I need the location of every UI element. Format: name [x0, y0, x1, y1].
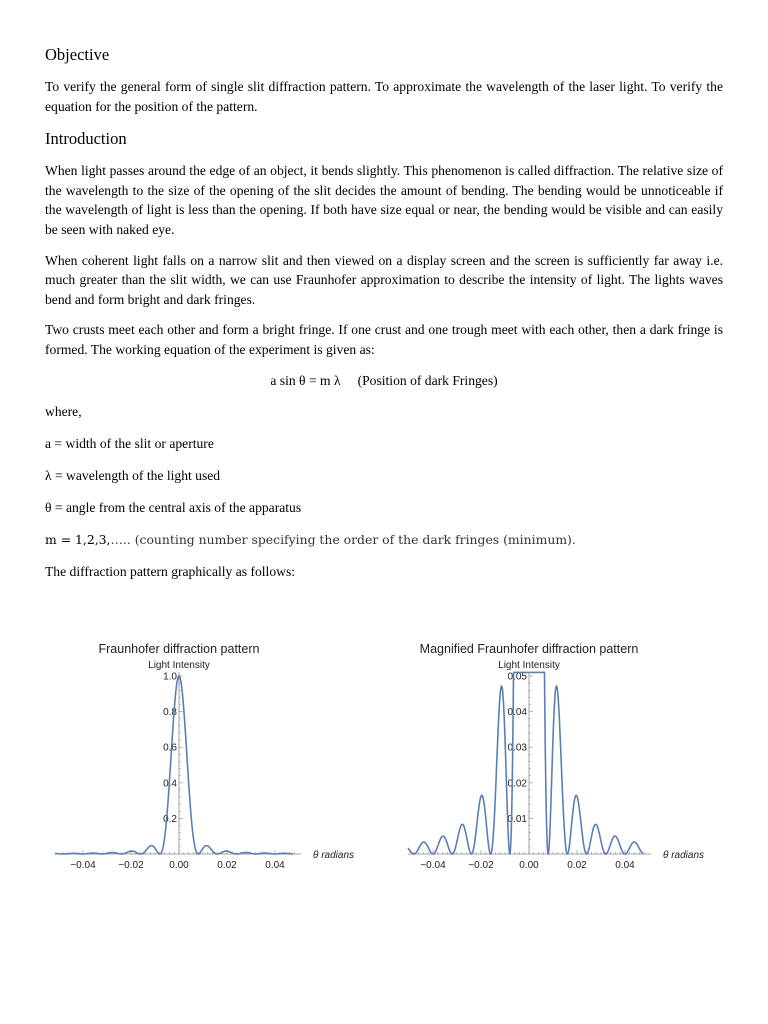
- y-tick-label: 0.6: [163, 742, 177, 754]
- y-tick-label: 0.03: [507, 742, 527, 754]
- definition-m-main: m = 1,2,3,: [45, 532, 111, 548]
- fraunhofer-chart: [45, 632, 365, 882]
- x-tick-label: −0.02: [118, 860, 144, 871]
- y-tick-label: 0.2: [163, 813, 177, 825]
- x-tick-label: 0.02: [217, 860, 237, 871]
- x-tick-label: 0.02: [567, 860, 587, 871]
- intro-paragraph-2: When coherent light falls on a narrow slit and then viewed on a display screen and the screen is sufficiently far away i.e. much greater than the slit width, we can use Fraunhofer approximation to describe the intensity of light. The lights waves bend and form bright and dark fringes.: [45, 252, 723, 307]
- x-tick-label: 0.00: [169, 860, 189, 871]
- x-tick-label: 0.00: [519, 860, 539, 871]
- y-tick-label: 0.05: [507, 671, 527, 683]
- intensity-curve: [408, 672, 643, 854]
- where-label: where,: [45, 404, 82, 420]
- definition-m-tail: ….. (counting number specifying the order of the dark fringes (minimum).: [110, 532, 576, 548]
- intro-paragraph-3: Two crusts meet each other and form a bright fringe. If one crust and one trough meet with each other, then a dark fringe is formed. The working equation of the experiment is given as:: [45, 322, 723, 357]
- x-axis-label: θ radians: [313, 850, 355, 861]
- document-page: [45, 44, 723, 594]
- x-tick-label: −0.04: [70, 860, 96, 871]
- x-tick-label: −0.02: [468, 860, 494, 871]
- introduction-heading: Introduction: [45, 129, 127, 149]
- y-tick-label: 0.01: [507, 813, 527, 825]
- magnified-fraunhofer-chart: [403, 632, 723, 882]
- chart-title: Magnified Fraunhofer diffraction pattern: [419, 642, 639, 656]
- objective-text: To verify the general form of single slit diffraction pattern. To approximate the wavelength of the laser light. To verify the equation for the position of the pattern.: [45, 79, 723, 114]
- chart-title: Fraunhofer diffraction pattern: [98, 642, 260, 656]
- definition-a: a = width of the slit or aperture: [45, 436, 214, 452]
- y-tick-label: 0.8: [163, 707, 177, 719]
- y-tick-label: 0.02: [507, 778, 527, 790]
- intensity-curve: [55, 676, 293, 854]
- graph-intro: The diffraction pattern graphically as follows:: [45, 564, 296, 580]
- definition-m: [45, 530, 723, 550]
- intro-paragraph-1: When light passes around the edge of an object, it bends slightly. This phenomenon is called diffraction. The relative size of the wavelength to the size of the opening of the slit decides the amount of bending. The bending would be unnoticeable if the wavelength of light is less than the opening. If both have size equal or near, the bending would be visible and can easily be seen with naked eye.: [45, 163, 723, 237]
- definition-lambda: λ = wavelength of the light used: [45, 468, 221, 484]
- definition-theta: θ = angle from the central axis of the apparatus: [45, 500, 302, 516]
- working-equation: a sin θ = m λ (Position of dark Fringes): [270, 372, 498, 388]
- x-tick-label: 0.04: [265, 860, 285, 871]
- objective-heading: Objective: [45, 45, 110, 64]
- charts-area: [45, 632, 725, 882]
- y-axis-label: Light Intensity: [498, 660, 560, 671]
- y-tick-label: 1.0: [163, 671, 177, 683]
- y-tick-label: 0.4: [163, 778, 177, 790]
- x-axis-label: θ radians: [663, 850, 705, 861]
- y-axis-label: Light Intensity: [148, 660, 210, 671]
- y-tick-label: 0.04: [507, 707, 527, 719]
- x-tick-label: −0.04: [420, 860, 446, 871]
- x-tick-label: 0.04: [615, 860, 635, 871]
